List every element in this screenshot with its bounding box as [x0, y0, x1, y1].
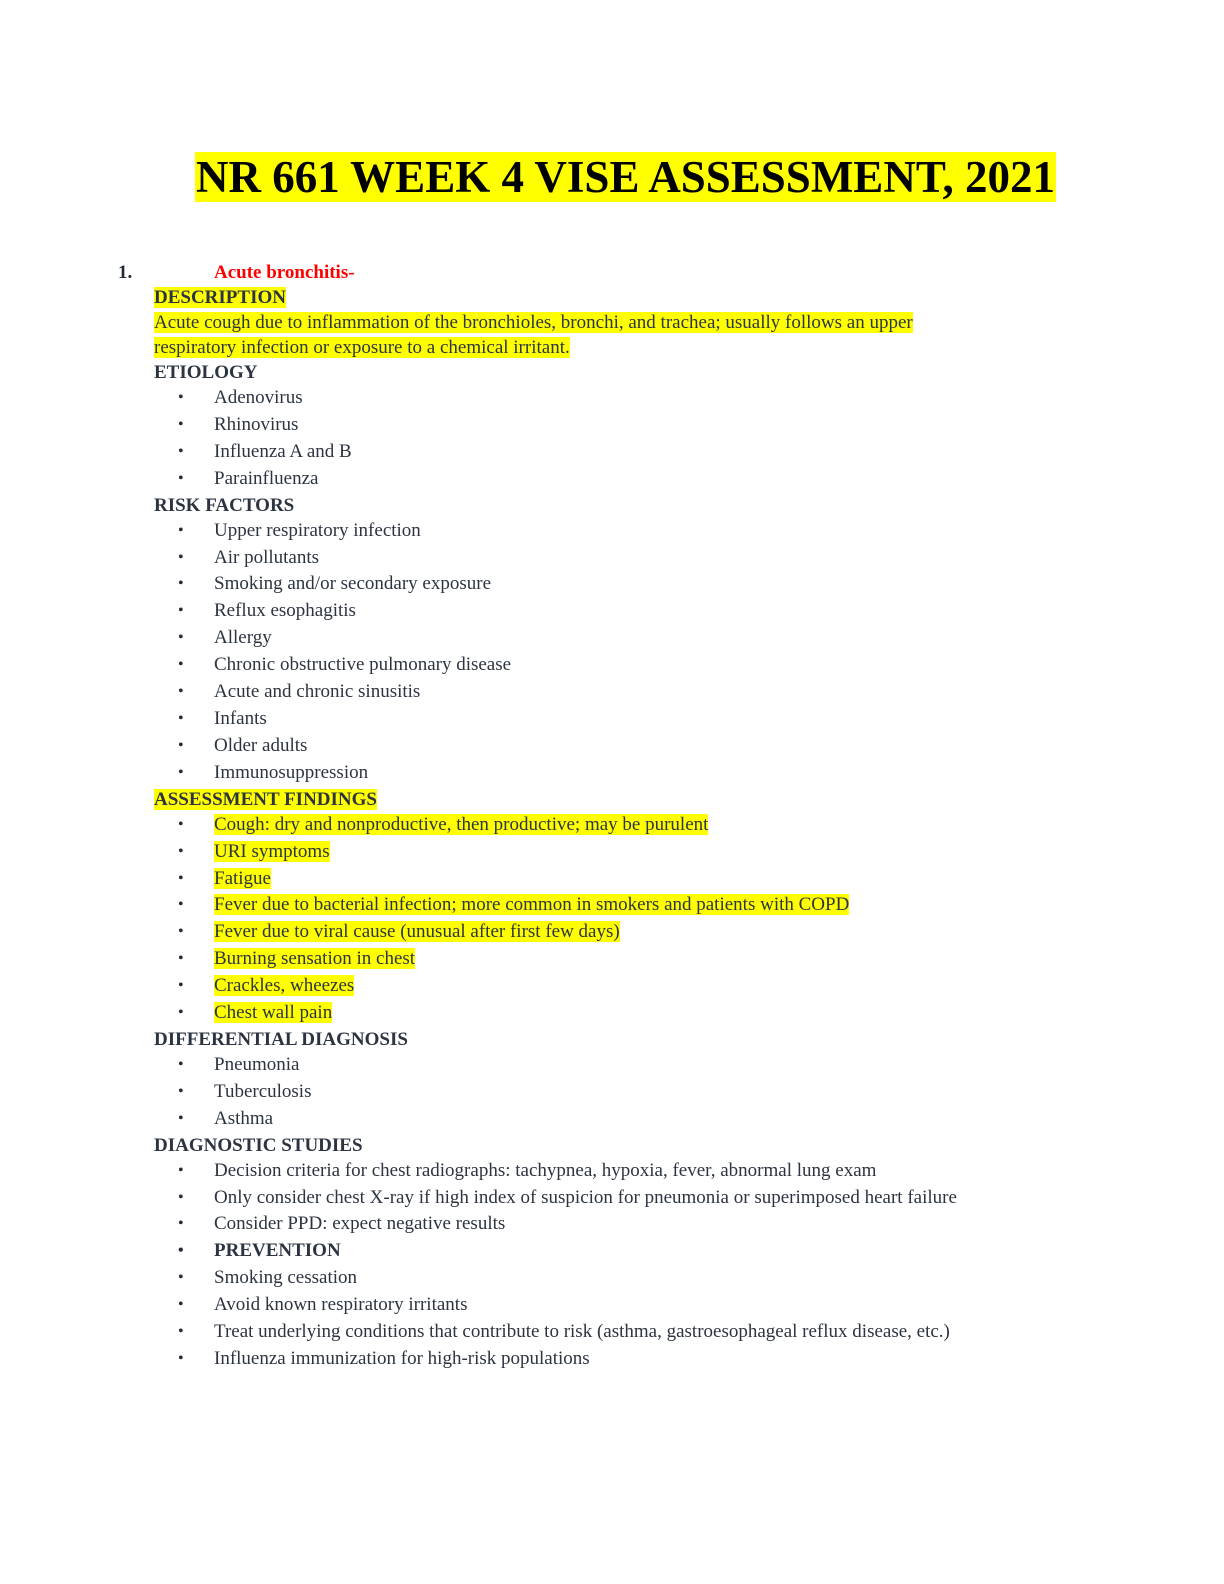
list-item: • Fever due to bacterial infection; more common in smokers and patients with COPD: [154, 892, 1114, 919]
list-item: • Acute and chronic sinusitis: [154, 679, 1114, 706]
document-body: [154, 285, 1114, 1373]
list-item: • Smoking and/or secondary exposure: [154, 571, 1114, 598]
list-item: • Chest wall pain: [154, 1000, 1114, 1027]
list-item: • Crackles, wheezes: [154, 973, 1114, 1000]
list-item: • Parainfluenza: [154, 466, 1114, 493]
list-item: • Asthma: [154, 1106, 1114, 1133]
list-item: • Older adults: [154, 733, 1114, 760]
item-title: Acute bronchitis-: [214, 262, 355, 283]
list-item: • Only consider chest X-ray if high index of suspicion for pneumonia or superimposed heart failure: [154, 1185, 1114, 1212]
list-item: • Influenza A and B: [154, 439, 1114, 466]
list-item: • Avoid known respiratory irritants: [154, 1292, 1114, 1319]
list-item: • Smoking cessation: [154, 1265, 1114, 1292]
list-item: • Air pollutants: [154, 545, 1114, 572]
list-item: • URI symptoms: [154, 839, 1114, 866]
list-item: • Tuberculosis: [154, 1079, 1114, 1106]
list-item: • Fever due to viral cause (unusual after first few days): [154, 919, 1114, 946]
section-heading-description: DESCRIPTION: [154, 287, 286, 308]
list-item: • Reflux esophagitis: [154, 598, 1114, 625]
page-title: NR 661 WEEK 4 VISE ASSESSMENT, 2021: [196, 152, 1055, 202]
etiology-list: [154, 385, 1114, 493]
list-item: • Influenza immunization for high-risk populations: [154, 1346, 1114, 1373]
list-item: • Allergy: [154, 625, 1114, 652]
differential-diagnosis-list: [154, 1052, 1114, 1133]
list-item: • Decision criteria for chest radiographs: tachypnea, hypoxia, fever, abnormal lung exam: [154, 1158, 1114, 1185]
list-item: • Consider PPD: expect negative results: [154, 1211, 1114, 1238]
list-item: • Burning sensation in chest: [154, 946, 1114, 973]
section-heading-diagnostic-studies: DIAGNOSTIC STUDIES: [154, 1134, 363, 1156]
section-heading-risk-factors: RISK FACTORS: [154, 494, 295, 516]
description-text: Acute cough due to inflammation of the bronchioles, bronchi, and trachea; usually follows an upper respiratory infection or exposure to a chemical irritant.: [154, 312, 913, 358]
list-item: • Fatigue: [154, 866, 1114, 893]
assessment-findings-list: [154, 812, 1114, 1027]
risk-factors-list: [154, 518, 1114, 787]
list-item: • Chronic obstructive pulmonary disease: [154, 652, 1114, 679]
prevention-heading-item: • PREVENTION: [154, 1238, 1114, 1265]
list-item: • Cough: dry and nonproductive, then productive; may be purulent: [154, 812, 1114, 839]
section-heading-assessment-findings: ASSESSMENT FINDINGS: [154, 788, 377, 810]
list-item: • Treat underlying conditions that contribute to risk (asthma, gastroesophageal reflux disease, etc.): [154, 1319, 1114, 1346]
list-item: • Upper respiratory infection: [154, 518, 1114, 545]
list-item: • Rhinovirus: [154, 412, 1114, 439]
list-item: • Adenovirus: [154, 385, 1114, 412]
section-heading-differential-diagnosis: DIFFERENTIAL DIAGNOSIS: [154, 1028, 408, 1050]
list-item: • Immunosuppression: [154, 760, 1114, 787]
item-number: 1.: [118, 262, 133, 283]
list-item: • Pneumonia: [154, 1052, 1114, 1079]
section-heading-etiology: ETIOLOGY: [154, 362, 258, 383]
list-item: • Infants: [154, 706, 1114, 733]
diagnostic-studies-list: [154, 1158, 1114, 1373]
